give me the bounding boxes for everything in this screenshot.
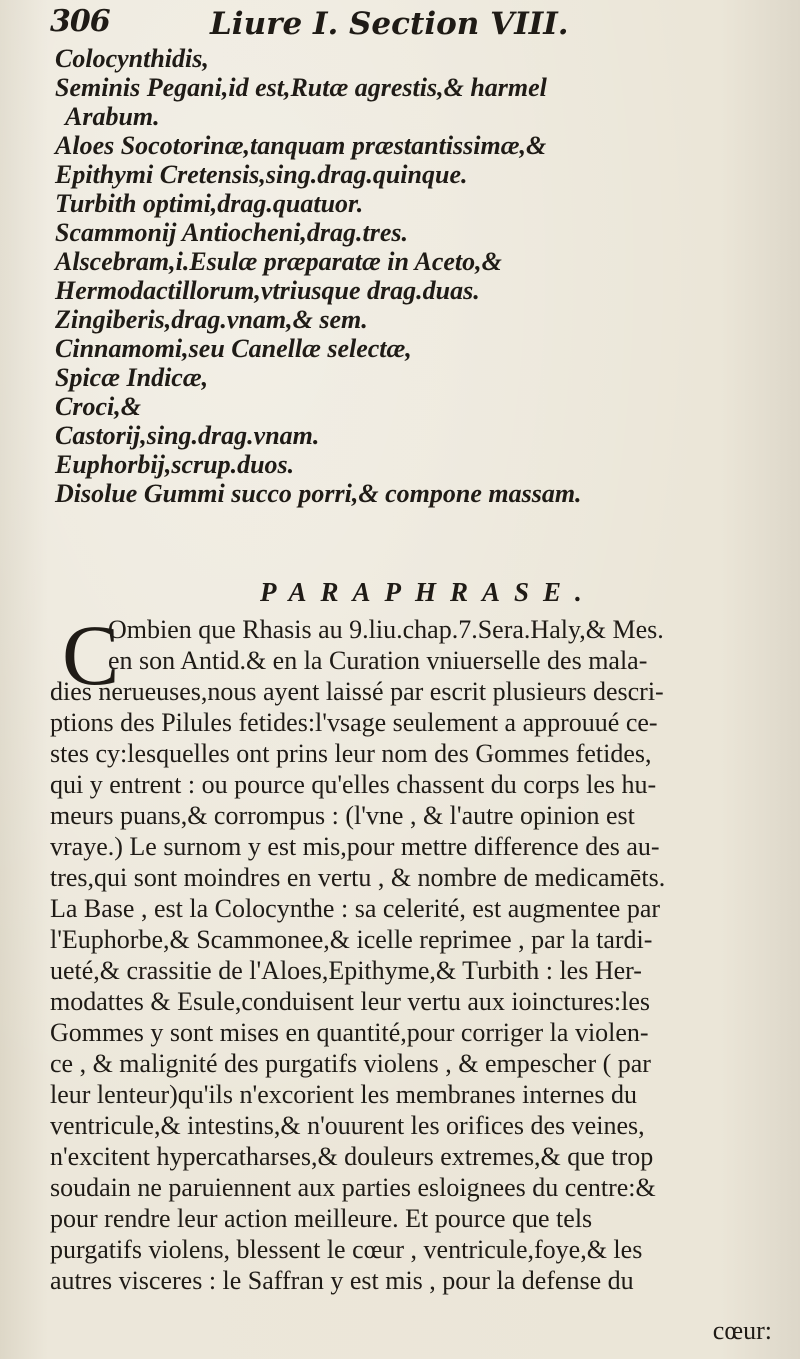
text-line: La Base , est la Colocynthe : sa celerité, est augmentee par [50, 894, 661, 923]
text-line: ventricule,& intestins,& n'ouurent les orifices des veines, [50, 1111, 645, 1140]
text-line: Ombien que Rhasis au 9.liu.chap.7.Sera.Haly,& Mes. [108, 615, 664, 644]
recipe-line: Turbith optimi,drag.quatuor. [55, 189, 364, 218]
recipe-line: Croci,& [55, 392, 141, 421]
page-number: 306 [50, 4, 110, 39]
text-line: ueté,& crassitie de l'Aloes,Epithyme,& Turbith : les Her- [50, 956, 642, 985]
recipe-line: Cinnamomi,seu Canellæ selectæ, [55, 334, 412, 363]
recipe-line: Epithymi Cretensis,sing.drag.quinque. [55, 160, 468, 189]
recipe-line: Disolue Gummi succo porri,& compone massam. [55, 479, 582, 508]
recipe-line: Hermodactillorum,vtriusque drag.duas. [55, 276, 480, 305]
text-line: purgatifs violens, blessent le cœur , ventricule,foye,& les [50, 1235, 643, 1264]
recipe-ingredients [55, 44, 755, 508]
section-title: PARAPHRASE. [260, 577, 596, 607]
text-line: vraye.) Le surnom y est mis,pour mettre difference des au- [50, 832, 660, 861]
text-line: autres visceres : le Saffran y est mis , pour la defense du [50, 1266, 634, 1295]
text-line: modattes & Esule,conduisent leur vertu aux ioinctures:les [50, 987, 651, 1016]
text-line: qui y entrent : ou pource qu'elles chassent du corps les hu- [50, 770, 657, 799]
drop-cap: C [62, 607, 120, 703]
text-line: ptions des Pilules fetides:l'vsage seulement a approuué ce- [50, 708, 658, 737]
text-line: leur lenteur)qu'ils n'excorient les membranes internes du [50, 1080, 637, 1109]
text-line: pour rendre leur action meilleure. Et pource que tels [50, 1204, 593, 1233]
text-line: soudain ne paruiennent aux parties esloignees du centre:& [50, 1173, 656, 1202]
recipe-line: Colocynthidis, [55, 44, 209, 73]
recipe-line: Alscebram,i.Esulæ præparatæ in Aceto,& [55, 247, 502, 276]
text-line: l'Euphorbe,& Scammonee,& icelle reprimee , par la tardi- [50, 925, 653, 954]
recipe-line: Zingiberis,drag.vnam,& sem. [55, 305, 368, 334]
recipe-line: Castorij,sing.drag.vnam. [55, 421, 320, 450]
recipe-line: Aloes Socotorinæ,tanquam præstantissimæ,& [55, 131, 547, 160]
text-line: en son Antid.& en la Curation vniuerselle des mala- [108, 646, 648, 675]
recipe-line: Seminis Pegani,id est,Rutæ agrestis,& harmel [55, 73, 547, 102]
recipe-line: Euphorbij,scrup.duos. [55, 450, 295, 479]
page-header [50, 2, 750, 42]
text-line: Gommes y sont mises en quantité,pour corriger la violen- [50, 1018, 649, 1047]
text-line: ce , & malignité des purgatifs violens , & empescher ( par [50, 1049, 651, 1078]
text-line: meurs puans,& corrompus : (l'vne , & l'autre opinion est [50, 801, 635, 830]
text-line: n'excitent hypercatharses,& douleurs extremes,& que trop [50, 1142, 654, 1171]
text-line: tres,qui sont moindres en vertu , & nombre de medicamēts. [50, 863, 666, 892]
recipe-line: Arabum. [65, 102, 160, 131]
text-line: dies nerueuses,nous ayent laissé par escrit plusieurs descri- [50, 677, 664, 706]
paraphrase-text [50, 607, 790, 1296]
running-head: Liure I. Section VIII. [210, 6, 569, 42]
recipe-line: Spicæ Indicæ, [55, 363, 209, 392]
recipe-line: Scammonij Antiocheni,drag.tres. [55, 218, 408, 247]
catchword: cœur: [712, 1316, 772, 1345]
text-line: stes cy:lesquelles ont prins leur nom des Gommes fetides, [50, 739, 652, 768]
